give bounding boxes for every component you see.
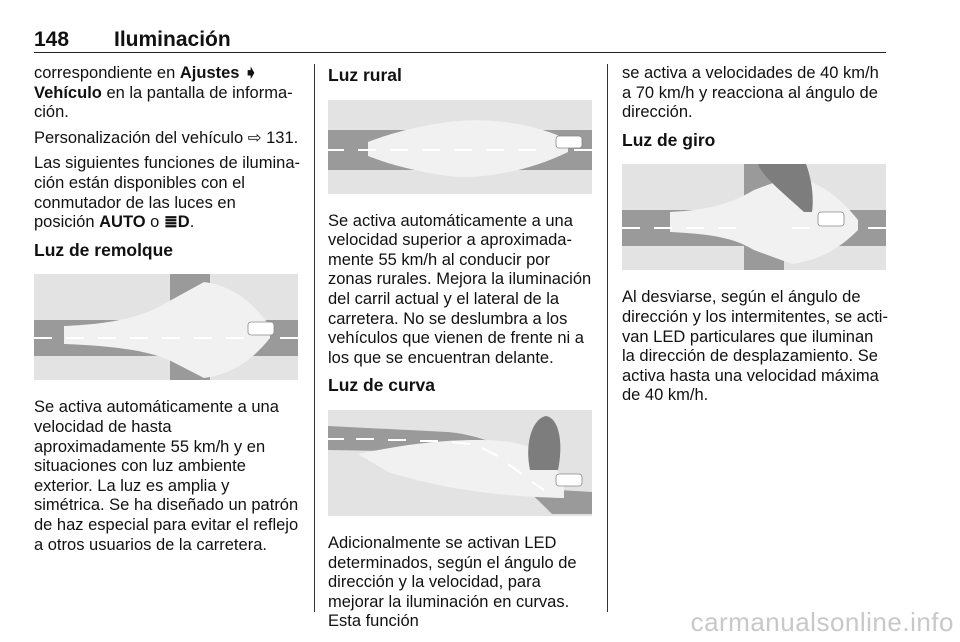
paragraph: se activa a velocidades de 40 km/h a 70 km/h y reacciona al ángulo de dirección. [622, 64, 879, 122]
rural-light-figure [328, 100, 592, 194]
text: correspondiente en [34, 64, 180, 82]
column-divider [314, 64, 315, 612]
low-beam-icon: ≣D [163, 213, 190, 232]
column-3 [622, 64, 888, 412]
text: Personalización del vehículo [34, 128, 248, 147]
paragraph [34, 129, 300, 149]
curve-light-figure [328, 410, 592, 516]
paragraph: Al desviarse, según el ángulo de dirección y los intermitentes, se activan LED particulares que iluminan la dirección de desplazamiento. Se activa hasta una velocidad máxima de 40 km/h. [622, 288, 888, 405]
paragraph: Se activa automáticamente a una velocidad de hasta aproximadamente 55 km/h y en situaciones con luz ambiente exterior. La luz es amplia y simétrica. Se ha diseñado un patrón de haz especial para evitar el reflejo a otros usuarios de la carretera. [34, 398, 299, 554]
text: en la pantalla de información. [34, 83, 293, 122]
paragraph: Se activa automáticamente a una velocidad superior a aproximadamente 55 km/h al conducir por zonas rurales. Mejora la iluminación del carril actual y el lateral de la carretera. No se deslumbra a los vehículos que vienen de frente ni a los que se encuentran delante. [328, 211, 592, 367]
menu-term: Ajustes [179, 64, 240, 82]
menu-term: Vehículo [34, 83, 102, 102]
text: o [145, 213, 164, 232]
arrow-icon: ➧ [239, 64, 258, 82]
section-heading-trailer-light: Luz de remolque [34, 239, 174, 260]
page-header [34, 28, 886, 53]
page-number: 148 [34, 28, 70, 51]
paragraph [34, 64, 300, 123]
page-reference-link[interactable]: ⇨ 131. [247, 128, 299, 147]
turn-light-figure [622, 164, 886, 270]
text: Las siguientes funciones de iluminación están disponibles con el conmutador de las luces en posición [34, 154, 300, 232]
paragraph: Adicionalmente se activan LED determinados, según el ángulo de dirección y la velocidad, para mejorar la iluminación en curvas. Esta función [328, 533, 577, 631]
section-heading-curve-light: Luz de curva [328, 375, 435, 396]
watermark: carmanualsonline.info [690, 607, 954, 637]
column-1 [34, 64, 300, 561]
page-title: Iluminación [114, 28, 231, 51]
trailer-light-figure [34, 274, 298, 380]
paragraph [34, 154, 300, 232]
column-2 [328, 64, 594, 638]
section-heading-rural-light: Luz rural [328, 65, 402, 85]
text: . [189, 213, 195, 232]
switch-position: AUTO [99, 213, 146, 232]
column-divider [607, 64, 608, 612]
section-heading-turn-light: Luz de giro [622, 129, 716, 150]
